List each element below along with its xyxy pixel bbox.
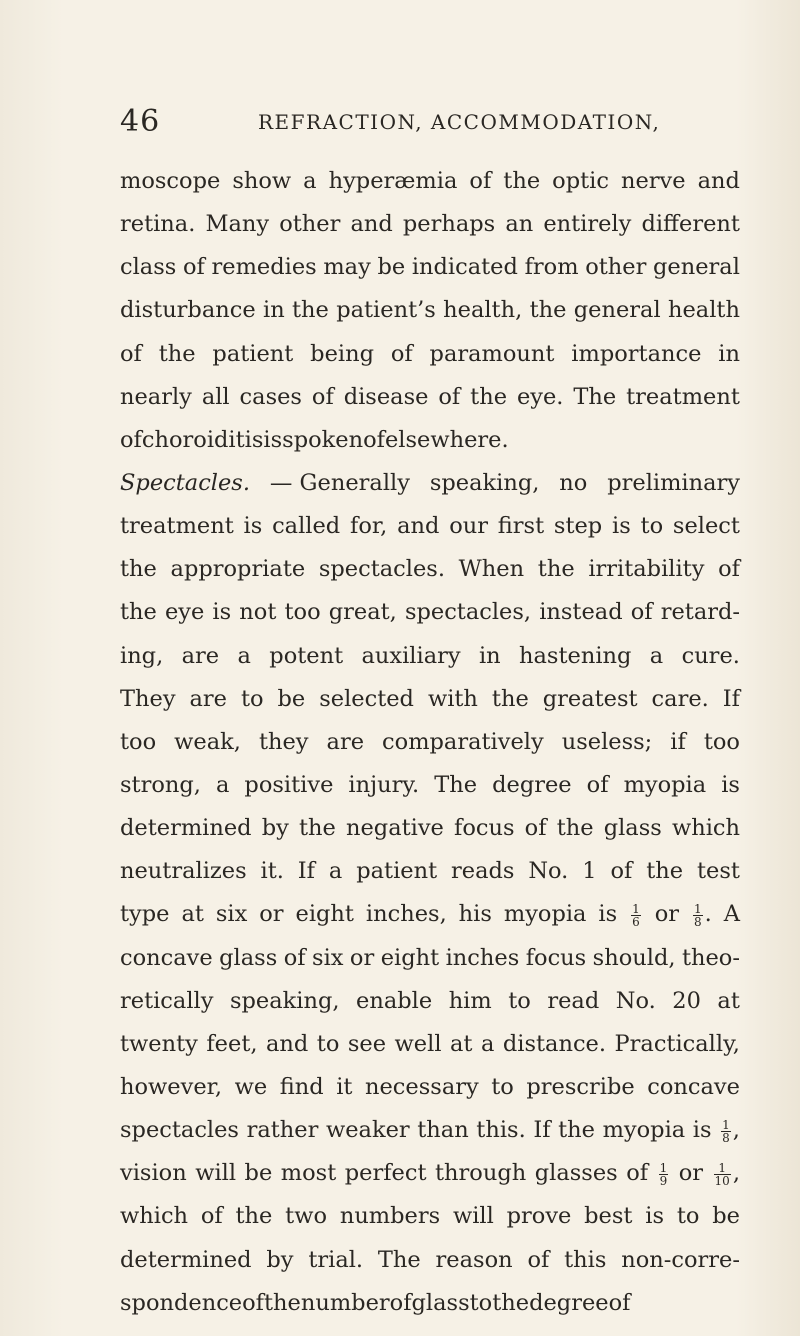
word: indicated — [411, 254, 518, 281]
word: too — [284, 599, 321, 626]
word: is — [243, 513, 263, 540]
word: is — [645, 1203, 665, 1230]
text-line — [120, 376, 740, 419]
word: spectacles — [120, 1117, 239, 1144]
word: of — [608, 1289, 631, 1316]
word: eight — [380, 944, 440, 971]
word: his — [458, 901, 492, 928]
word: type — [120, 901, 170, 928]
word: $\frac{1}{10}$ , — [714, 1160, 740, 1188]
word: the — [537, 556, 575, 583]
text-line — [120, 1152, 740, 1195]
word: it — [336, 1073, 353, 1100]
text-line — [120, 1023, 740, 1066]
word: six — [312, 944, 344, 971]
word: which — [120, 1203, 189, 1230]
word: concave — [647, 1073, 740, 1100]
word: the — [503, 168, 541, 194]
word: perhaps — [402, 211, 496, 238]
word: to — [491, 1073, 514, 1100]
word: a — [480, 1030, 495, 1057]
word: patient’s — [336, 297, 436, 324]
word: six — [215, 901, 248, 928]
text-line — [120, 721, 740, 764]
word: the — [556, 815, 594, 842]
word: to — [508, 987, 531, 1014]
word: The — [377, 1246, 421, 1273]
word: vision — [120, 1160, 187, 1187]
word: the — [158, 340, 196, 367]
word: of — [527, 1246, 550, 1273]
word: and — [350, 211, 393, 238]
word: and — [397, 513, 440, 540]
word: irritability — [588, 556, 705, 583]
word: show — [232, 168, 292, 194]
text-line — [120, 807, 740, 850]
word: we — [234, 1073, 268, 1100]
word: however, — [120, 1073, 223, 1100]
word: myopia — [602, 1117, 686, 1144]
word: rather — [246, 1117, 319, 1144]
word: the — [264, 1289, 301, 1316]
word: to — [640, 513, 664, 540]
word: care. — [651, 685, 709, 712]
word: retina. — [120, 211, 196, 238]
word: determined — [120, 1246, 252, 1273]
word: perfect — [344, 1160, 427, 1187]
word: are — [181, 642, 220, 669]
word: than — [417, 1117, 469, 1144]
word: cases — [239, 383, 302, 410]
word: by — [261, 815, 289, 842]
word: of — [469, 168, 492, 194]
word: they — [258, 728, 309, 755]
word: a — [328, 858, 343, 885]
word: cure. — [681, 642, 740, 669]
word: the — [235, 1203, 273, 1230]
word: of — [586, 771, 609, 798]
word: be — [377, 254, 406, 281]
word: disease — [343, 383, 429, 410]
text-line — [120, 1109, 740, 1152]
word: general — [653, 254, 740, 281]
text-line — [120, 591, 740, 634]
word: may — [323, 254, 371, 281]
word: treatment — [120, 513, 234, 540]
word: select — [672, 513, 740, 540]
word: to — [240, 685, 264, 712]
word: see — [347, 1030, 387, 1057]
word — [629, 893, 643, 936]
word: is — [692, 1117, 712, 1144]
word: — Generally — [269, 469, 410, 496]
text-line — [120, 289, 740, 332]
word: comparatively — [382, 728, 544, 755]
running-head: REFRACTION, ACCOMMODATION, — [258, 110, 661, 134]
page-header — [120, 104, 740, 144]
fraction: $\frac{1}{9}$ — [659, 1160, 668, 1188]
word: The — [434, 771, 478, 798]
word: the — [292, 297, 329, 324]
text-line — [120, 635, 740, 678]
word: not — [239, 599, 277, 626]
word: preliminary — [607, 469, 740, 496]
word: to — [469, 1289, 493, 1316]
word: are — [326, 728, 365, 755]
word: Spectacles. — [120, 469, 251, 496]
word: instead — [539, 599, 623, 626]
word: too — [120, 728, 157, 755]
body-text — [120, 160, 740, 1325]
word: general — [573, 297, 661, 324]
text-line — [120, 1239, 740, 1282]
word: are — [189, 685, 227, 712]
word: health, — [443, 297, 523, 324]
word: find — [279, 1073, 324, 1100]
word: glass — [411, 1289, 470, 1316]
word: will — [452, 1203, 494, 1230]
word: first — [497, 513, 545, 540]
word: this — [564, 1246, 607, 1273]
word: be — [712, 1203, 740, 1230]
word: neutralizes — [120, 858, 247, 885]
word: nerve — [620, 168, 686, 194]
word: or — [349, 944, 375, 971]
word: The — [573, 383, 617, 410]
word: called — [272, 513, 341, 540]
word: reads — [451, 858, 515, 885]
word: of — [438, 383, 461, 410]
word: of — [390, 340, 413, 367]
text-line — [120, 937, 740, 980]
word: of — [718, 556, 740, 583]
word: reason — [435, 1246, 513, 1273]
word: degree — [529, 1289, 609, 1316]
word: moscope — [120, 168, 221, 194]
word — [657, 1152, 671, 1195]
word: of — [120, 340, 142, 367]
word: of — [120, 426, 142, 453]
word: well — [394, 1030, 442, 1057]
word: If — [722, 685, 740, 712]
word: prescribe — [526, 1073, 635, 1100]
word: of — [626, 1160, 649, 1187]
word: greatest — [542, 685, 638, 712]
word: degree — [492, 771, 572, 798]
word: an — [505, 211, 534, 238]
word: If — [533, 1117, 551, 1144]
word: to — [316, 1030, 340, 1057]
word: best — [584, 1203, 633, 1230]
word: $\frac{1}{8}$ . — [693, 901, 712, 929]
text-line — [120, 419, 740, 462]
word: weaker — [325, 1117, 410, 1144]
word: is — [212, 599, 232, 626]
word: patient — [212, 340, 294, 367]
word: the — [529, 297, 567, 324]
word: choroiditis — [141, 426, 264, 453]
word: of — [200, 1203, 223, 1230]
word: distance. — [502, 1030, 607, 1057]
word: elsewhere. — [384, 426, 509, 453]
word: They — [120, 685, 176, 712]
word: class — [120, 254, 177, 281]
word: of — [182, 254, 205, 281]
word: being — [310, 340, 374, 367]
word: entirely — [543, 211, 632, 238]
word: most — [280, 1160, 337, 1187]
word: remedies — [211, 254, 317, 281]
word: or — [259, 901, 284, 928]
word: from — [524, 254, 579, 281]
word: spoken — [282, 426, 364, 453]
word: the — [646, 858, 684, 885]
word: Many — [205, 211, 270, 238]
word: spondence — [120, 1289, 243, 1316]
word: myopia — [503, 901, 587, 928]
word: determined — [120, 815, 252, 842]
word: with — [427, 685, 478, 712]
word: spectacles, — [404, 599, 532, 626]
word: the — [298, 815, 336, 842]
text-line — [120, 1066, 740, 1109]
word: the — [470, 383, 508, 410]
word: prove — [506, 1203, 572, 1230]
word: the — [491, 685, 529, 712]
text-line — [120, 764, 740, 807]
word: of — [311, 383, 334, 410]
word: a — [237, 642, 251, 669]
word: through — [435, 1160, 527, 1187]
fraction: $\frac{1}{6}$ — [632, 901, 640, 929]
word: concave — [120, 944, 213, 971]
word: eye. — [516, 383, 564, 410]
word: No. — [528, 858, 569, 885]
word: weak, — [174, 728, 241, 755]
text-line — [120, 333, 740, 376]
word: him — [448, 987, 492, 1014]
word: optic — [552, 168, 609, 194]
word: of — [630, 599, 653, 626]
word: importance — [571, 340, 702, 367]
text-line — [120, 505, 740, 548]
word: eye — [164, 599, 205, 626]
word: glass — [219, 944, 278, 971]
word: the — [558, 1117, 595, 1144]
word: negative — [345, 815, 444, 842]
word: for, — [350, 513, 388, 540]
word: is — [263, 426, 283, 453]
word: two — [285, 1203, 328, 1230]
word: eight — [295, 901, 354, 928]
word: in — [718, 340, 740, 367]
word: 20 — [672, 987, 701, 1014]
word: myopia — [623, 771, 707, 798]
word: is — [598, 901, 618, 928]
word: the — [492, 1289, 530, 1316]
word: useless; — [561, 728, 653, 755]
word: No. — [615, 987, 656, 1014]
word: a — [215, 771, 230, 798]
word: at — [450, 1030, 473, 1057]
word: it. — [260, 858, 284, 885]
text-line — [120, 980, 740, 1023]
word: disturbance — [120, 297, 256, 324]
text-line — [120, 548, 740, 591]
word: nearly — [120, 383, 192, 410]
text-line — [120, 462, 740, 505]
word: of — [283, 944, 306, 971]
word: the — [120, 599, 157, 626]
word: potent — [269, 642, 344, 669]
word: glasses — [534, 1160, 618, 1187]
word: paramount — [429, 340, 555, 367]
word: twenty — [120, 1030, 198, 1057]
word: in — [478, 642, 501, 669]
word: step — [553, 513, 603, 540]
word: retically — [120, 987, 214, 1014]
word: number — [300, 1289, 390, 1316]
word: of — [363, 426, 385, 453]
word: focus — [525, 944, 587, 971]
word: too — [703, 728, 740, 755]
word: When — [458, 556, 525, 583]
word: theo- — [681, 944, 740, 971]
word: of — [389, 1289, 412, 1316]
word: of — [242, 1289, 264, 1316]
word: by — [266, 1246, 294, 1273]
word: appropriate — [170, 556, 306, 583]
word: auxiliary — [361, 642, 461, 669]
word: test — [696, 858, 740, 885]
text-line — [120, 246, 740, 289]
word: spectacles. — [318, 556, 445, 583]
word: positive — [244, 771, 334, 798]
word: be — [244, 1160, 273, 1187]
word: necessary — [365, 1073, 479, 1100]
word: strong, — [120, 771, 201, 798]
word: enable — [356, 987, 433, 1014]
fraction: $\frac{1}{8}$ — [722, 1117, 730, 1145]
word: focus — [454, 815, 515, 842]
word: patient — [356, 858, 438, 885]
word: other — [585, 254, 647, 281]
word: in — [263, 297, 285, 324]
word: of — [524, 815, 547, 842]
word: of — [610, 858, 633, 885]
word: the — [120, 556, 157, 583]
word: hastening — [519, 642, 632, 669]
word: at — [717, 987, 740, 1014]
word: is — [721, 771, 740, 798]
word: no — [559, 469, 588, 496]
word: other — [279, 211, 341, 238]
text-line — [120, 850, 740, 893]
word: retard- — [660, 599, 740, 626]
word: a — [649, 642, 664, 669]
word: a — [303, 168, 317, 194]
word: different — [641, 211, 740, 238]
text-line — [120, 1282, 740, 1325]
word: 1 — [582, 858, 597, 885]
word: health — [668, 297, 740, 324]
word: is — [612, 513, 631, 540]
word: non-corre- — [621, 1246, 740, 1273]
word: if — [670, 728, 686, 755]
word: great, — [328, 599, 397, 626]
text-line — [120, 678, 740, 721]
word: this. — [476, 1117, 526, 1144]
word: our — [449, 513, 488, 540]
text-line — [120, 160, 740, 203]
word: $\frac{1}{8}$ , — [722, 1117, 740, 1145]
word: or — [654, 901, 680, 928]
word: or — [678, 1160, 704, 1187]
word: which — [671, 815, 740, 842]
word: be — [277, 685, 306, 712]
word: inches, — [365, 901, 447, 928]
word: all — [201, 383, 230, 410]
text-line — [120, 1195, 740, 1238]
text-line — [120, 893, 740, 936]
text-line — [120, 203, 740, 246]
word: selected — [319, 685, 414, 712]
word: at — [181, 901, 204, 928]
word: glass — [603, 815, 662, 842]
word: A — [723, 901, 740, 928]
word: to — [676, 1203, 700, 1230]
word: should, — [592, 944, 676, 971]
word: inches — [445, 944, 520, 971]
word: feet, — [206, 1030, 258, 1057]
word: read — [547, 987, 600, 1014]
word: hyperæmia — [328, 168, 458, 194]
page-number: 46 — [120, 104, 161, 139]
word: trial. — [308, 1246, 364, 1273]
word: ing, — [120, 642, 164, 669]
word: Practically, — [614, 1030, 740, 1057]
word: speaking, — [229, 987, 340, 1014]
word: treatment — [626, 383, 740, 410]
word: If — [297, 858, 316, 885]
word: injury. — [348, 771, 420, 798]
word: numbers — [339, 1203, 441, 1230]
word: and — [697, 168, 740, 194]
fraction: $\frac{1}{10}$ — [714, 1160, 730, 1188]
word: and — [266, 1030, 309, 1057]
fraction: $\frac{1}{8}$ — [693, 901, 702, 929]
word: will — [195, 1160, 237, 1187]
word: speaking, — [429, 469, 540, 496]
